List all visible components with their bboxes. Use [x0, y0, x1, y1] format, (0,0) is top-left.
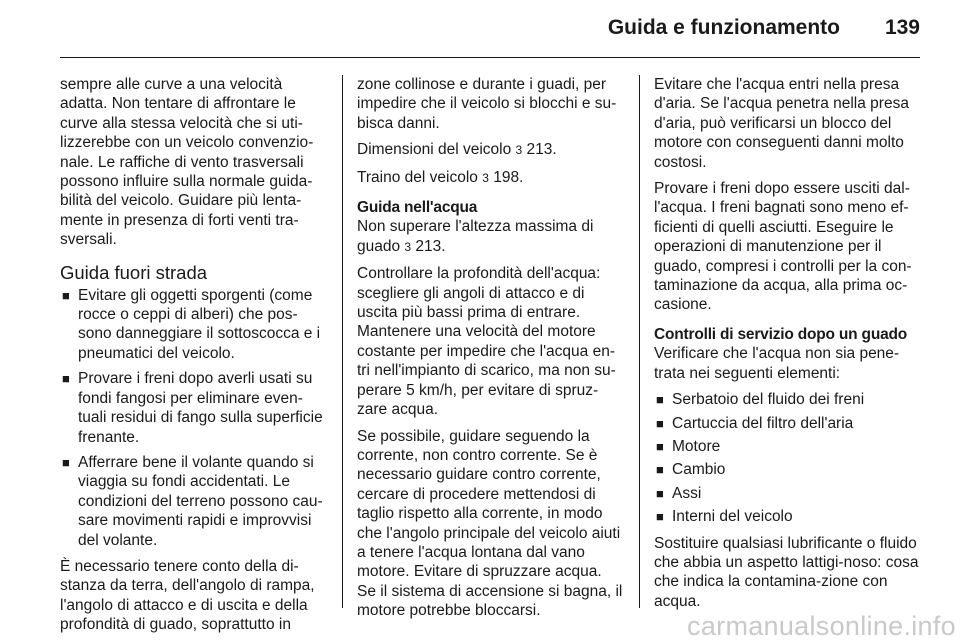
list-item: ■ Assi	[656, 484, 702, 502]
bullet-list	[60, 286, 327, 550]
header-rule	[60, 57, 920, 58]
xref-arrow-icon: 3	[482, 170, 489, 185]
column-divider	[342, 75, 343, 608]
section-heading: Guida fuori strada	[60, 261, 208, 283]
watermark: carmanualsonline.info	[687, 611, 956, 641]
list-item: ■ Interni del veicolo	[656, 508, 793, 526]
bullet-icon: ■	[656, 438, 664, 454]
paragraph: sempre alle curve a una velocità adatta. Non tentare di affrontare le curve alla stessa velocità che si uti-lizzerebbe con un veicolo convenzio-nale. Le raffiche di vento trasversali possono influire sulla normale guida-bilità del veicolo. Guidare più lenta-mente in presenza di forti venti tra-sversali.	[60, 76, 314, 249]
paragraph: Provare i freni dopo essere usciti dal-l'acqua. I freni bagnati sono meno ef-ficienti di quelli asciutti. Eseguire le operazioni di manutenzione per il guado, compresi i controlli per la con-taminazione da acqua, alla prima oc-casione.	[654, 180, 912, 314]
page-number: 139	[884, 16, 920, 39]
cross-reference[interactable]: Traino del veicolo 3 198.	[357, 168, 524, 186]
cross-reference[interactable]: Dimensioni del veicolo 3 213.	[357, 141, 557, 159]
column-1	[60, 75, 327, 642]
xref-arrow-icon: 3	[515, 143, 523, 158]
paragraph: È necessario tenere conto della di-stanza da terra, dell'angolo di rampa, l'angolo di attacco e di uscita e della profondità di guado, soprattutto in	[60, 557, 315, 634]
list-item: ■ Evitare gli oggetti sporgenti (come rocce o ceppi di alberi) che pos-sono danneggiare il sottoscocca e i pneumatici del veicolo.	[62, 286, 321, 362]
paragraph: Sostituire qualsiasi lubrificante o fluido che abbia un aspetto lattigi-noso: cosa che indica la contamina-zione con acqua.	[654, 534, 919, 610]
bullet-icon: ■	[656, 462, 664, 478]
subsection-heading: Guida nell'acqua	[357, 199, 478, 217]
bullet-icon: ■	[656, 415, 664, 431]
list-item: ■ Serbatoio del fluido dei freni	[656, 391, 865, 409]
list-item: ■ Provare i freni dopo averli usati su fondi fangosi per eliminare even-tuali residui di fango sulla superficie frenante.	[62, 370, 323, 446]
paragraph: Non superare l'altezza massima di guado 3 213.	[357, 218, 594, 255]
bullet-icon: ■	[656, 392, 664, 408]
list-item: ■ Cambio	[656, 461, 726, 479]
list-item: ■ Cartuccia del filtro dell'aria	[656, 414, 854, 432]
subsection-heading: Controlli di servizio dopo un guado	[654, 325, 908, 343]
column-divider	[639, 75, 640, 608]
paragraph: Se possibile, guidare seguendo la corrente, non contro corrente. Se è necessario guidare contro corrente, cercare di procedere mettendosi di taglio rispetto alla corrente, in modo che l'angolo principale del veicolo aiuti a tenere l'acqua lontana dal vano motore. Evitare di spruzzare acqua. Se il sistema di accensione si bagna, il motore potrebbe bloccarsi.	[357, 427, 623, 620]
bullet-icon: ■	[656, 509, 664, 525]
paragraph: Verificare che l'acqua non sia pene-trata nei seguenti elementi:	[654, 345, 900, 382]
column-3	[654, 75, 921, 618]
paragraph: Evitare che l'acqua entri nella presa d'aria. Se l'acqua penetra nella presa d'aria, può verificarsi un blocco del motore con conseguenti danni molto costosi.	[654, 76, 909, 171]
chapter-title: Guida e funzionamento	[607, 16, 840, 39]
xref-arrow-icon: 3	[404, 239, 412, 254]
list-item: ■ Afferrare bene il volante quando si viaggia su fondi accidentati. Le condizioni del terreno possono cau-sare movimenti rapidi e improvvisi del volante.	[62, 453, 323, 549]
checklist	[654, 390, 921, 526]
bullet-icon: ■	[62, 454, 70, 470]
column-2	[357, 75, 624, 628]
bullet-icon: ■	[62, 287, 70, 303]
bullet-icon: ■	[656, 485, 664, 501]
list-item: ■ Motore	[656, 437, 721, 455]
page-header	[0, 14, 920, 54]
bullet-icon: ■	[62, 371, 70, 387]
paragraph: Controllare la profondità dell'acqua: scegliere gli angoli di attacco e di uscita più bassi prima di entrare. Mantenere una velocità del motore costante per impedire che l'acqua en-tri nell'impianto di scarico, ma non su-perare 5 km/h, per evitare di spruz-zare acqua.	[357, 265, 616, 419]
paragraph: zone collinose e durante i guadi, per impedire che il veicolo si blocchi e su-bisca danni.	[357, 76, 617, 132]
